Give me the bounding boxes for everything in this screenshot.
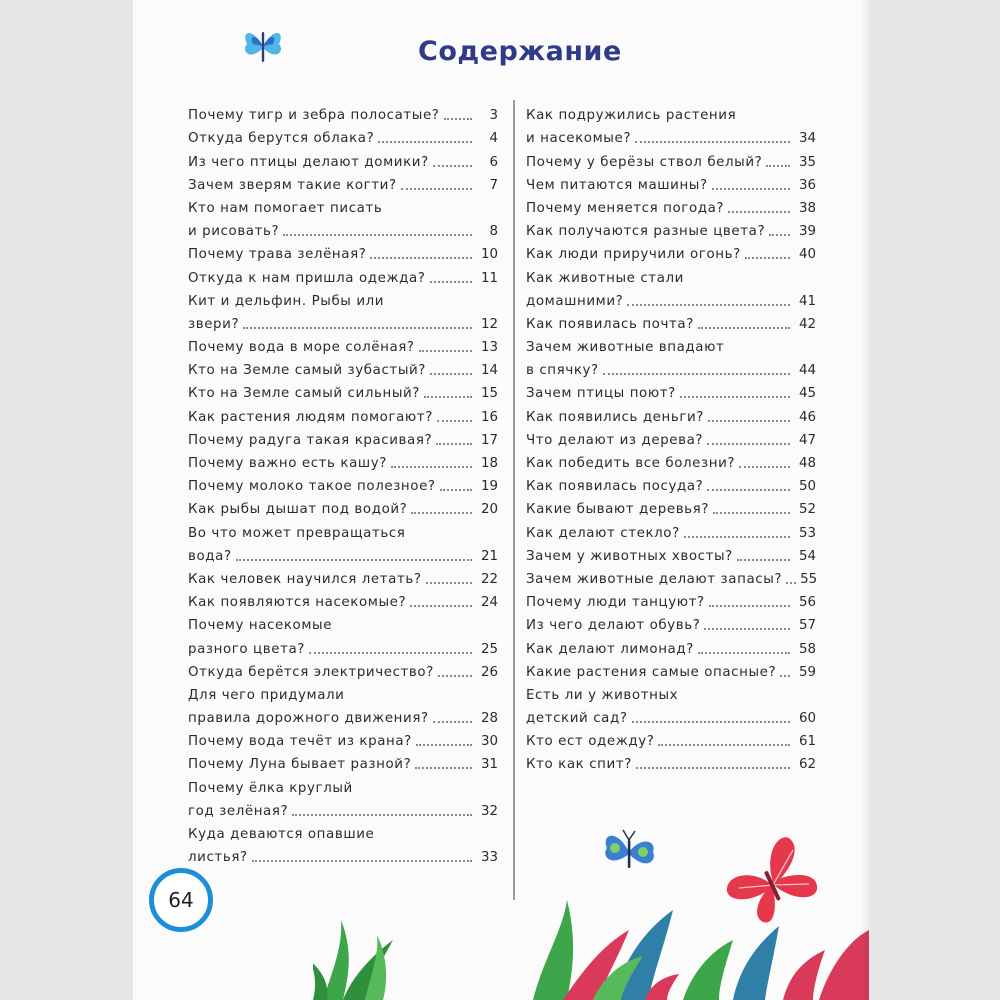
butterfly-icon: [599, 822, 659, 884]
toc-entry-title: Кто как спит?: [526, 757, 632, 773]
dot-leader: [424, 396, 472, 398]
toc-page-number: 47: [798, 432, 816, 448]
toc-entry-title: Почему у берёзы ствол белый?: [526, 154, 763, 170]
toc-entry-title: Как победить все болезни?: [526, 456, 736, 471]
toc-entry-line: [526, 497, 816, 520]
toc-entry-line: [526, 729, 816, 752]
toc-page-number: 45: [798, 386, 816, 402]
toc-entry-line: [526, 520, 816, 543]
toc-entry-title: Что делают из дерева?: [526, 432, 704, 448]
dot-leader: [236, 559, 472, 561]
toc-entry-line: [188, 474, 498, 497]
dot-leader: [745, 257, 790, 259]
toc-entry[interactable]: [526, 312, 816, 335]
toc-entry-title: Кто на Земле самый зубастый?: [188, 363, 427, 379]
toc-entry-title: звери?: [188, 316, 240, 332]
toc-entry-line: [526, 312, 816, 335]
dot-leader: [378, 141, 472, 143]
toc-entry-line: [526, 173, 816, 196]
toc-page-number: 57: [798, 618, 816, 634]
toc-entry-title: Как люди приручили огонь?: [526, 247, 741, 263]
toc-entry-line: [526, 636, 816, 659]
toc-entry[interactable]: [526, 149, 816, 172]
dot-leader: [411, 512, 472, 514]
leaves-decoration: [533, 890, 869, 1000]
dot-leader: [684, 536, 790, 538]
toc-entry-title: Как человек научился летать?: [188, 571, 422, 587]
toc-entry-line: [188, 613, 498, 636]
toc-entry-title: Как делают лимонад?: [526, 641, 694, 657]
toc-entry-line: [526, 613, 816, 636]
toc-entry-line: [188, 845, 498, 868]
toc-entry-title: Почему важно есть кашу?: [188, 456, 387, 471]
toc-entry-line: [526, 358, 816, 381]
dot-leader: [713, 512, 790, 514]
toc-entry-line: [188, 335, 498, 358]
toc-entry-line: [188, 706, 498, 729]
toc-entry-title: Как животные стали: [526, 270, 684, 286]
toc-entry-title: Почему вода в море солёная?: [188, 340, 415, 356]
toc-entry-line: [188, 451, 498, 474]
toc-entry-line: [526, 126, 816, 149]
toc-entry-line: [526, 289, 816, 312]
toc-entry-title: вода?: [188, 548, 232, 564]
dot-leader: [252, 860, 472, 862]
toc-entry-line: [526, 149, 816, 172]
toc-entry-line: [526, 428, 816, 451]
dot-leader: [430, 281, 473, 283]
toc-page-number: 58: [798, 641, 816, 657]
toc-entry-title: Чем питаются машины?: [526, 177, 708, 193]
toc-page-number: 14: [480, 363, 498, 379]
toc-entry-title: Кто нам помогает писать: [188, 200, 383, 216]
toc-entry[interactable]: [188, 613, 498, 659]
toc-entry-line: [188, 636, 498, 659]
toc-entry[interactable]: [526, 544, 816, 567]
toc-entry-line: [188, 428, 498, 451]
book-page: [133, 0, 869, 1000]
toc-page-number: 48: [798, 456, 816, 471]
dot-leader: [769, 234, 790, 236]
toc-entry-line: [526, 381, 816, 404]
toc-page-number: 35: [798, 154, 816, 170]
dot-leader: [680, 396, 790, 398]
toc-entry-title: Почему насекомые: [188, 618, 333, 634]
toc-entry[interactable]: [188, 358, 498, 381]
dot-leader: [708, 420, 790, 422]
toc-entry-title: Зачем животные впадают: [526, 340, 725, 356]
dot-leader: [401, 188, 472, 190]
toc-page-number: 22: [480, 571, 498, 587]
toc-page-number: 60: [798, 711, 816, 727]
dot-leader: [243, 327, 472, 329]
toc-entry-title: Откуда берутся облака?: [188, 131, 375, 147]
dot-leader: [433, 721, 472, 723]
toc-entry-line: [188, 289, 498, 312]
toc-entry[interactable]: [188, 428, 498, 451]
dot-leader: [603, 373, 790, 375]
toc-entry-title: Есть ли у животных: [526, 687, 679, 703]
toc-entry[interactable]: [526, 381, 816, 404]
toc-entry[interactable]: [526, 103, 816, 149]
toc-page-number: 38: [798, 200, 816, 216]
dot-leader: [658, 744, 790, 746]
toc-entry-title: Почему молоко такое полезное?: [188, 479, 436, 495]
dot-leader: [704, 628, 790, 630]
column-divider: [513, 100, 515, 900]
dot-leader: [444, 118, 472, 120]
toc-entry-line: [188, 265, 498, 288]
dot-leader: [426, 582, 472, 584]
toc-entry-title: листья?: [188, 850, 248, 866]
toc-page-number: 55: [800, 571, 818, 587]
toc-entry-line: [188, 775, 498, 798]
toc-entry-line: [526, 474, 816, 497]
toc-entry[interactable]: [188, 149, 498, 172]
toc-entry[interactable]: [188, 590, 498, 613]
page-title: Содержание: [418, 36, 622, 67]
dot-leader: [410, 605, 472, 607]
dot-leader: [430, 373, 472, 375]
dot-leader: [370, 257, 472, 259]
toc-entry-title: Кто на Земле самый сильный?: [188, 386, 421, 402]
toc-entry[interactable]: [188, 451, 498, 474]
toc-entry-title: Как рыбы дышат под водой?: [188, 502, 408, 518]
toc-entry[interactable]: [188, 265, 498, 288]
toc-entry-line: [188, 219, 498, 242]
dot-leader: [786, 582, 796, 584]
toc-entry[interactable]: [188, 103, 498, 126]
toc-entry-title: Из чего делают обувь?: [526, 618, 701, 634]
dot-leader: [627, 304, 790, 306]
toc-page-number: 6: [489, 154, 498, 170]
toc-entry[interactable]: [188, 335, 498, 358]
toc-page-number: 36: [798, 177, 816, 193]
toc-entry-line: [188, 660, 498, 683]
toc-page-number: 61: [798, 734, 816, 750]
toc-entry[interactable]: [188, 474, 498, 497]
toc-entry[interactable]: [526, 173, 816, 196]
toc-entry-title: разного цвета?: [188, 641, 306, 657]
toc-entry[interactable]: [188, 660, 498, 683]
toc-page-number: 33: [480, 850, 498, 866]
toc-entry-title: Как делают стекло?: [526, 525, 680, 541]
dot-leader: [635, 141, 790, 143]
toc-entry[interactable]: [188, 520, 498, 566]
toc-entry-title: Как появилась посуда?: [526, 479, 704, 495]
toc-page-number: 59: [798, 664, 816, 680]
toc-page-number: 16: [480, 409, 498, 425]
toc-entry-line: [188, 381, 498, 404]
toc-page-number: 62: [798, 757, 816, 773]
toc-entry-line: [526, 404, 816, 427]
toc-page-number: 53: [798, 525, 816, 541]
toc-page-number: 24: [480, 595, 498, 611]
toc-page-number: 11: [480, 270, 498, 286]
dot-leader: [698, 652, 790, 654]
toc-entry-title: Как появляются насекомые?: [188, 595, 407, 611]
toc-entry[interactable]: [188, 196, 498, 242]
toc-entry-line: [526, 590, 816, 613]
toc-right-column: [526, 103, 816, 775]
dot-leader: [766, 165, 790, 167]
dot-leader: [707, 489, 790, 491]
toc-entry-line: [526, 567, 816, 590]
dot-leader: [433, 165, 472, 167]
dot-leader: [436, 443, 472, 445]
dot-leader: [391, 466, 472, 468]
dot-leader: [712, 188, 790, 190]
toc-entry-title: Какие растения самые опасные?: [526, 664, 777, 680]
toc-entry[interactable]: [526, 219, 816, 242]
toc-entry-title: детский сад?: [526, 711, 628, 727]
grass-decoration: [313, 915, 423, 1000]
toc-entry-line: [188, 242, 498, 265]
dot-leader: [438, 675, 472, 677]
toc-entry-title: и насекомые?: [526, 131, 632, 147]
toc-page-number: 21: [480, 548, 498, 564]
toc-page-number: 7: [489, 177, 498, 193]
toc-entry-line: [188, 404, 498, 427]
toc-page-number: 15: [480, 386, 498, 402]
dot-leader: [698, 327, 790, 329]
toc-page-number: 39: [798, 224, 816, 240]
toc-entry-line: [526, 706, 816, 729]
toc-entry-title: и рисовать?: [188, 224, 280, 240]
toc-page-number: 52: [798, 502, 816, 518]
toc-page-number: 42: [798, 316, 816, 332]
toc-entry-title: Почему радуга такая красивая?: [188, 432, 433, 448]
toc-entry-title: Как растения людям помогают?: [188, 409, 433, 425]
toc-entry-title: Почему люди танцуют?: [526, 595, 705, 611]
toc-entry[interactable]: [526, 660, 816, 683]
toc-entry[interactable]: [526, 497, 816, 520]
dot-leader: [309, 652, 472, 654]
toc-entry-line: [526, 265, 816, 288]
toc-entry-title: в спячку?: [526, 363, 599, 379]
toc-entry-title: Кит и дельфин. Рыбы или: [188, 293, 385, 309]
toc-page-number: 30: [480, 734, 498, 750]
dot-leader: [728, 211, 790, 213]
toc-entry-line: [526, 544, 816, 567]
toc-entry-title: Какие бывают деревья?: [526, 502, 710, 518]
toc-entry[interactable]: [188, 683, 498, 729]
toc-entry-line: [188, 729, 498, 752]
dot-leader: [419, 350, 472, 352]
toc-entry-title: Как появилась почта?: [526, 316, 694, 332]
toc-entry-line: [188, 822, 498, 845]
toc-entry[interactable]: [526, 567, 816, 590]
toc-page-number: 13: [480, 340, 498, 356]
toc-entry-line: [188, 497, 498, 520]
dot-leader: [440, 489, 472, 491]
toc-page-number: 32: [480, 803, 498, 819]
toc-page-number: 40: [798, 247, 816, 263]
toc-entry[interactable]: [526, 474, 816, 497]
toc-entry-title: Откуда берётся электричество?: [188, 664, 434, 680]
toc-entry[interactable]: [188, 775, 498, 821]
toc-entry-line: [188, 567, 498, 590]
toc-page-number: 25: [480, 641, 498, 657]
toc-entry-line: [188, 103, 498, 126]
page-number-badge: [149, 868, 213, 932]
dot-leader: [292, 814, 472, 816]
toc-entry[interactable]: [526, 265, 816, 311]
toc-page-number: 34: [798, 131, 816, 147]
toc-entry[interactable]: [526, 520, 816, 543]
toc-entry[interactable]: [188, 729, 498, 752]
toc-page-number: 41: [798, 293, 816, 309]
toc-entry[interactable]: [526, 404, 816, 427]
toc-entry-title: Откуда к нам пришла одежда?: [188, 270, 426, 286]
toc-entry-line: [526, 683, 816, 706]
toc-entry[interactable]: [526, 752, 816, 775]
toc-entry-title: Почему трава зелёная?: [188, 247, 367, 263]
page-number: 64: [168, 888, 194, 912]
toc-entry[interactable]: [526, 683, 816, 729]
toc-entry[interactable]: [188, 289, 498, 335]
toc-entry[interactable]: [188, 381, 498, 404]
toc-page-number: 17: [480, 432, 498, 448]
dot-leader: [415, 767, 472, 769]
toc-entry[interactable]: [188, 497, 498, 520]
toc-entry-title: Во что может превращаться: [188, 525, 406, 541]
toc-entry-line: [526, 242, 816, 265]
toc-entry[interactable]: [526, 590, 816, 613]
toc-entry-title: Зачем у животных хвосты?: [526, 548, 733, 564]
toc-entry-line: [188, 358, 498, 381]
toc-page-number: 46: [798, 409, 816, 425]
dot-leader: [283, 234, 472, 236]
toc-entry[interactable]: [526, 428, 816, 451]
dot-leader: [416, 744, 472, 746]
toc-entry[interactable]: [188, 173, 498, 196]
dot-leader: [632, 721, 790, 723]
dot-leader: [636, 767, 790, 769]
toc-entry-line: [188, 683, 498, 706]
toc-entry[interactable]: [526, 196, 816, 219]
toc-entry[interactable]: [188, 242, 498, 265]
toc-page-number: 20: [480, 502, 498, 518]
toc-entry-title: Как получаются разные цвета?: [526, 224, 766, 240]
toc-page-number: 26: [480, 664, 498, 680]
toc-page-number: 50: [798, 479, 816, 495]
toc-entry[interactable]: [526, 613, 816, 636]
toc-entry[interactable]: [188, 126, 498, 149]
toc-entry-title: Куда деваются опавшие: [188, 827, 375, 842]
toc-page-number: 19: [480, 479, 498, 495]
toc-page-number: 54: [798, 548, 816, 564]
toc-entry-title: Как появились деньги?: [526, 409, 705, 425]
toc-entry-title: Почему вода течёт из крана?: [188, 734, 412, 750]
toc-entry-title: год зелёная?: [188, 803, 289, 819]
toc-page-number: 18: [480, 456, 498, 471]
dot-leader: [780, 675, 790, 677]
toc-entry-title: Почему меняется погода?: [526, 200, 725, 216]
dot-leader: [437, 420, 472, 422]
toc-page-number: 3: [489, 108, 498, 124]
toc-entry[interactable]: [526, 242, 816, 265]
toc-entry-title: Зачем зверям такие когти?: [188, 177, 397, 193]
dot-leader: [709, 605, 790, 607]
toc-entry-title: Кто ест одежду?: [526, 734, 655, 750]
toc-entry[interactable]: [188, 404, 498, 427]
toc-entry[interactable]: [526, 729, 816, 752]
toc-entry-title: Как подружились растения: [526, 108, 737, 124]
toc-entry-line: [526, 219, 816, 242]
toc-page-number: 44: [798, 363, 816, 379]
toc-entry-line: [526, 451, 816, 474]
toc-entry-line: [188, 544, 498, 567]
toc-entry[interactable]: [188, 822, 498, 868]
toc-page-number: 56: [798, 595, 816, 611]
dot-leader: [707, 443, 790, 445]
toc-entry-line: [188, 149, 498, 172]
toc-page-number: 28: [480, 711, 498, 727]
toc-page-number: 31: [480, 757, 498, 773]
toc-left-column: [188, 103, 498, 868]
toc-page-number: 4: [489, 131, 498, 147]
toc-entry-line: [188, 752, 498, 775]
toc-entry-title: Зачем птицы поют?: [526, 386, 676, 402]
toc-entry-title: правила дорожного движения?: [188, 711, 429, 727]
toc-page-number: 8: [489, 224, 498, 240]
toc-entry-line: [188, 126, 498, 149]
toc-entry-line: [526, 335, 816, 358]
toc-entry-line: [188, 196, 498, 219]
toc-entry[interactable]: [188, 752, 498, 775]
toc-entry-title: Почему ёлка круглый: [188, 780, 353, 796]
toc-page-number: 10: [480, 247, 498, 263]
butterfly-top-icon: [237, 20, 289, 72]
toc-entry[interactable]: [188, 567, 498, 590]
toc-entry[interactable]: [526, 451, 816, 474]
toc-entry-title: Зачем животные делают запасы?: [526, 571, 783, 587]
toc-entry-title: домашними?: [526, 293, 624, 309]
toc-entry-line: [188, 173, 498, 196]
toc-entry-line: [526, 752, 816, 775]
toc-entry-title: Почему тигр и зебра полосатые?: [188, 108, 440, 124]
toc-entry-line: [188, 312, 498, 335]
toc-entry[interactable]: [526, 335, 816, 381]
toc-entry-line: [526, 196, 816, 219]
toc-entry[interactable]: [526, 636, 816, 659]
dot-leader: [739, 466, 790, 468]
dot-leader: [737, 559, 790, 561]
toc-entry-title: Для чего придумали: [188, 687, 345, 703]
toc-page-number: 12: [480, 316, 498, 332]
toc-entry-title: Из чего птицы делают домики?: [188, 154, 429, 170]
toc-entry-title: Почему Луна бывает разной?: [188, 757, 412, 773]
toc-entry-line: [526, 660, 816, 683]
toc-entry-line: [188, 520, 498, 543]
toc-entry-line: [526, 103, 816, 126]
toc-entry-line: [188, 590, 498, 613]
toc-entry-line: [188, 799, 498, 822]
